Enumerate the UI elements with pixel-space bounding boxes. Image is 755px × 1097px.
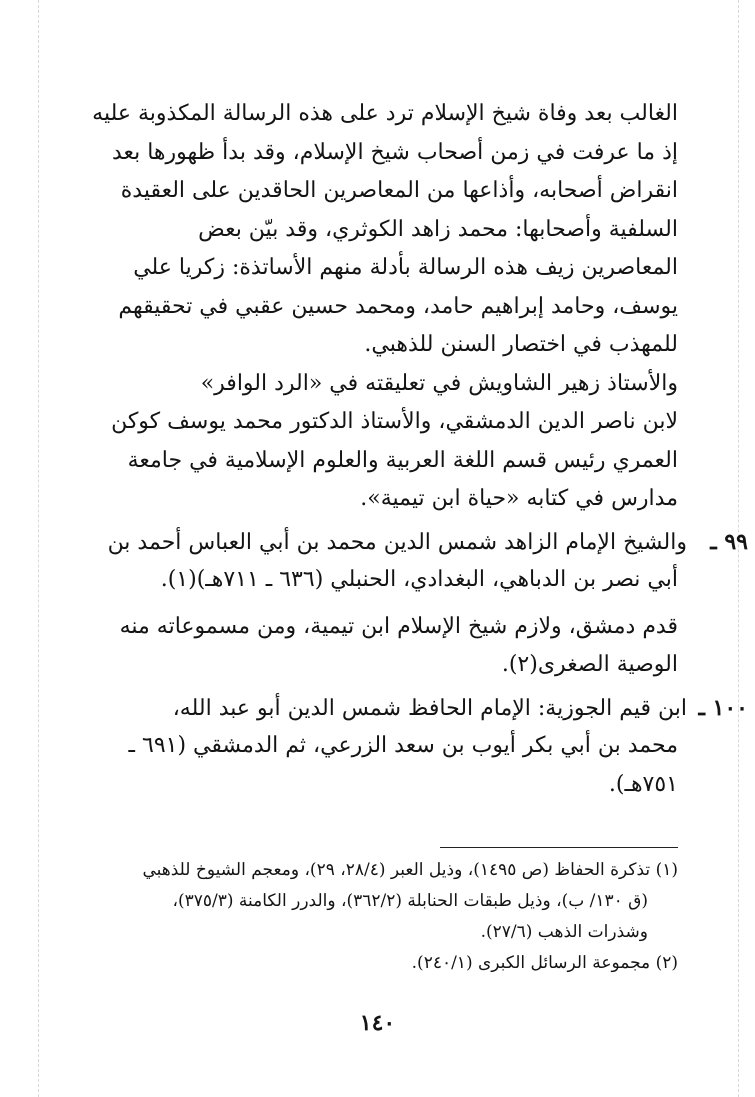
entry-line [78,727,748,766]
footnote-marker: (٢) [655,953,678,973]
footnote-2 [78,948,678,979]
entry-99-detail [78,608,678,685]
text-line: لابن ناصر الدين الدمشقي، والأستاذ الدكتور محمد يوسف كوكن [111,409,678,434]
footnote-marker: (١) [655,860,678,880]
footnotes [78,855,678,979]
footnote-line: (ق ١٣٠/ ب)، وذيل طبقات الحنابلة (٣٦٢/٢)، والدرر الكامنة (٣٧٥/٣)، [172,891,648,911]
footnote-line [78,948,678,979]
entry-line [78,523,748,562]
text-line: للمهذب في اختصار السنن للذهبي. [364,332,678,357]
entry-number: ٩٩ ـ [710,528,748,555]
paragraph-2 [78,365,678,519]
page-number: ١٤٠ [359,1010,396,1036]
entry-text: ٧٥١هـ). [608,771,678,797]
text-line: المعاصرين زيف هذه الرسالة بأدلة منهم الأساتذة: زكريا علي [133,255,678,280]
entry-99 [78,523,748,600]
footnote-line: وشذرات الذهب (٢٧/٦). [480,922,648,942]
entry-line [78,766,748,805]
entry-text: أبي نصر بن الدباهي، البغدادي، الحنبلي (٦٣٦ ـ ٧١١هـ)(١). [160,567,678,592]
entry-text: محمد بن أبي بكر أيوب بن سعد الزرعي، ثم الدمشقي (٦٩١ ـ [128,733,678,758]
text-line: يوسف، وحامد إبراهيم حامد، ومحمد حسين عقبي في تحقيقهم [118,293,678,319]
text-line: قدم دمشق، ولازم شيخ الإسلام ابن تيمية، ومن مسموعاته منه [119,613,678,639]
text-line: الوصية الصغرى(٢). [501,652,678,677]
entry-text: ابن قيم الجوزية: الإمام الحافظ شمس الدين أبو عبد الله، [172,695,687,721]
footnote-text: تذكرة الحفاظ (ص ١٤٩٥)، وذيل العبر (٢٨/٤، ٢٩)، ومعجم الشيوخ للذهبي [142,860,651,880]
entry-line [78,561,748,600]
main-text [78,95,748,804]
entry-text: والشيخ الإمام الزاهد شمس الدين محمد بن أبي العباس أحمد بن [107,529,687,555]
text-line: مدارس في كتابه «حياة ابن تيمية». [360,486,678,511]
footnote-line [78,855,678,886]
entry-line [78,689,748,728]
footnote-text: مجموعة الرسائل الكبرى (٢٤٠/١). [411,953,651,973]
text-line: السلفية وأصحابها: محمد زاهد الكوثري، وقد بيّن بعض [198,216,678,242]
text-line: العمري رئيس قسم اللغة العربية والعلوم الإسلامية في جامعة [127,447,678,473]
text-line: انقراض أصحابه، وأذاعها من المعاصرين الحاقدين على العقيدة [120,178,678,203]
footnote-1 [78,855,678,948]
paragraph-1 [78,95,678,365]
entry-100 [78,689,748,805]
footnote-divider [440,847,678,848]
entry-number: ١٠٠ ـ [698,694,748,721]
text-line: إذ ما عرفت في زمن أصحاب شيخ الإسلام، وقد بدأ ظهورها بعد [111,139,678,165]
scan-margin-line-left [38,0,39,1097]
text-line: والأستاذ زهير الشاويش في تعليقته في «الرد الوافر» [200,370,678,396]
text-line: الغالب بعد وفاة شيخ الإسلام ترد على هذه الرسالة المكذوبة عليه [92,101,678,126]
